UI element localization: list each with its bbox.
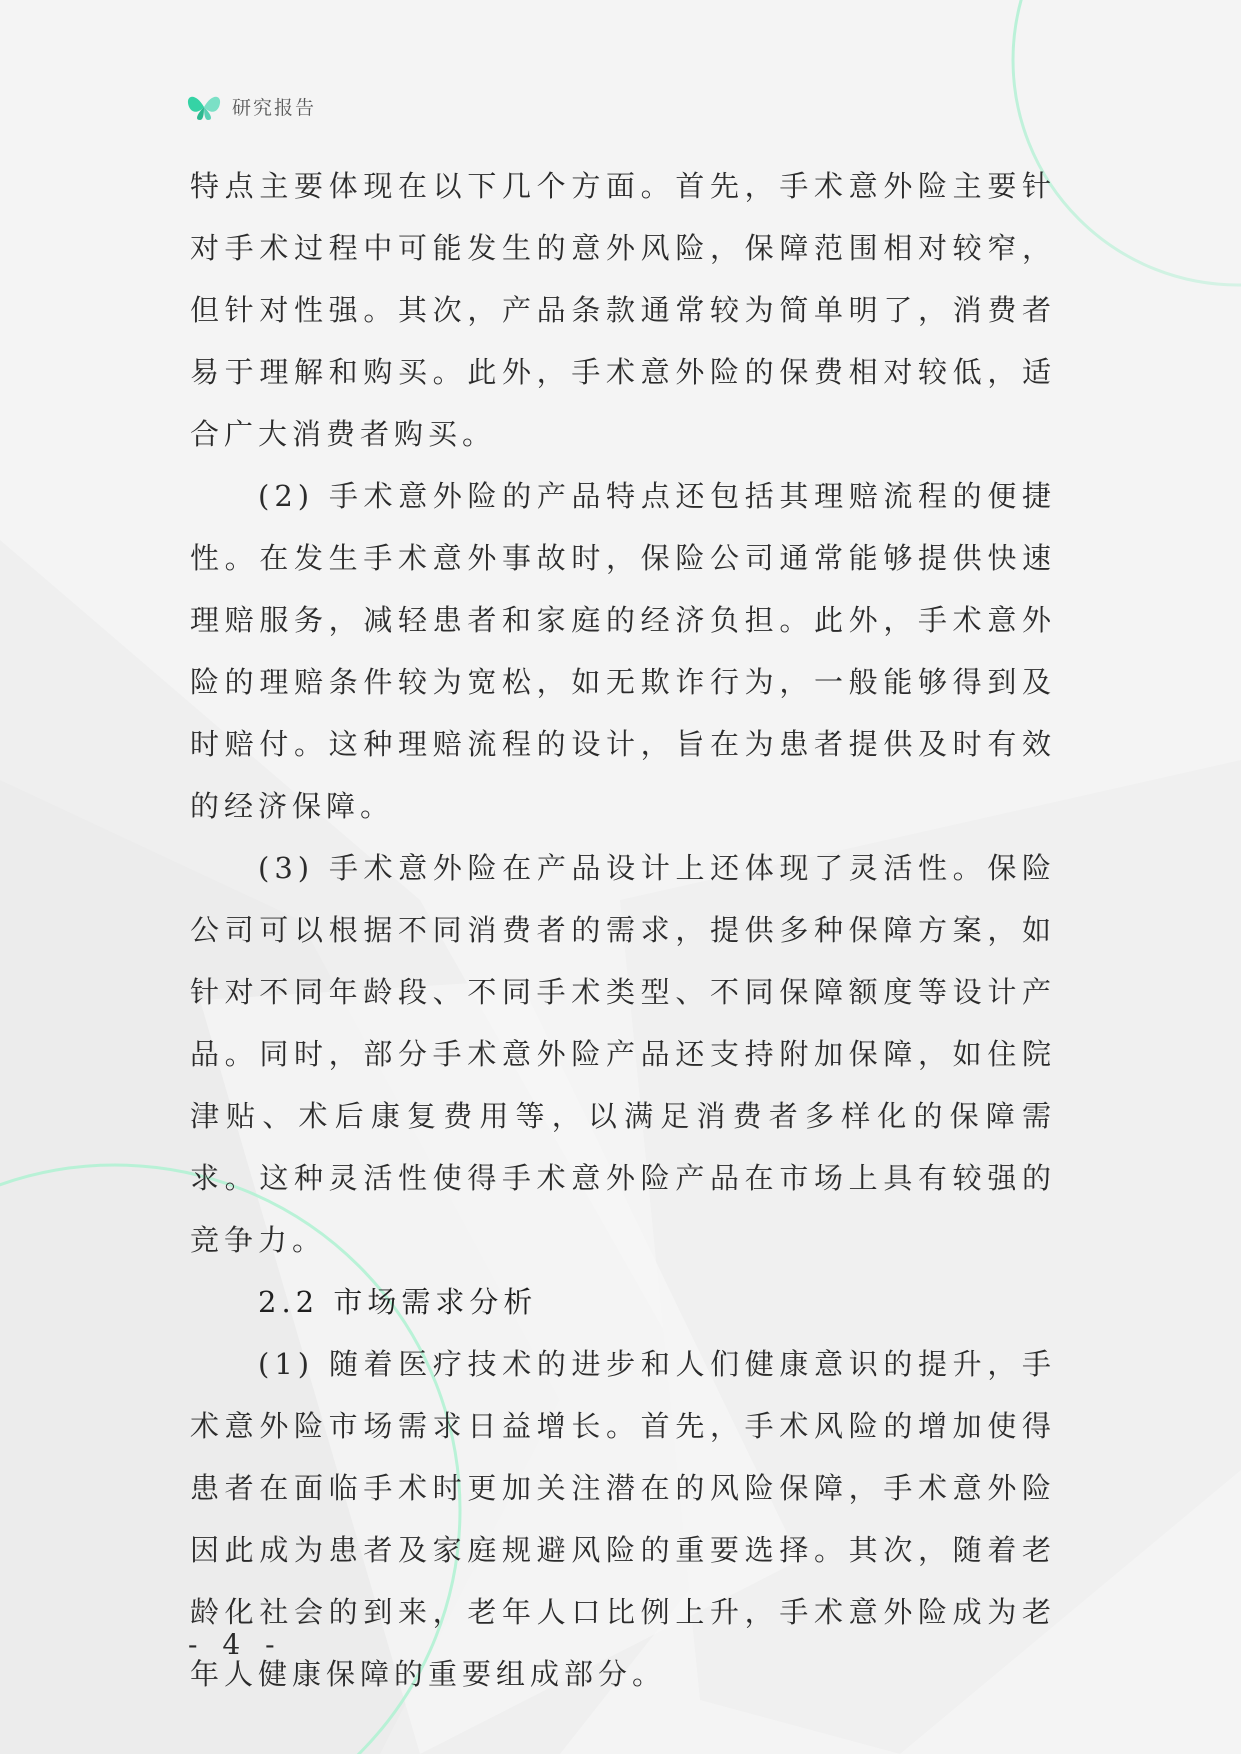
document-header [186, 88, 316, 124]
butterfly-logo-icon [186, 91, 222, 121]
section-heading-market-demand: 2.2 市场需求分析 [258, 1285, 538, 1319]
paragraph-market-demand: (1) 随着医疗技术的进步和人们健康意识的提升，手术意外险市场需求日益增长。首先，手术风险的增加使得患者在面临手术时更加关注潜在的风险保障，手术意外险因此成为患者及家庭规避风险的重要选择。其次，随着老龄化社会的到来，老年人口比例上升，手术意外险成为老年人健康保障的重要组成部分。 [190, 1347, 1056, 1691]
paragraph-product-features: 特点主要体现在以下几个方面。首先，手术意外险主要针对手术过程中可能发生的意外风险，保障范围相对较窄，但针对性强。其次，产品条款通常较为简单明了，消费者易于理解和购买。此外，手术意外险的保费相对较低，适合广大消费者购买。 [190, 169, 1056, 451]
paragraph-claims-process: (2) 手术意外险的产品特点还包括其理赔流程的便捷性。在发生手术意外事故时，保险公司通常能够提供快速理赔服务，减轻患者和家庭的经济负担。此外，手术意外险的理赔条件较为宽松，如无欺诈行为，一般能够得到及时赔付。这种理赔流程的设计，旨在为患者提供及时有效的经济保障。 [190, 479, 1056, 823]
header-title: 研究报告 [232, 96, 317, 119]
paragraph-flexibility: (3) 手术意外险在产品设计上还体现了灵活性。保险公司可以根据不同消费者的需求，提供多种保障方案，如针对不同年龄段、不同手术类型、不同保障额度等设计产品。同时，部分手术意外险产品还支持附加保障，如住院津贴、术后康复费用等，以满足消费者多样化的保障需求。这种灵活性使得手术意外险产品在市场上具有较强的竞争力。 [190, 851, 1056, 1257]
page-number: - 4 - [188, 1628, 283, 1661]
document-body [190, 155, 1056, 1705]
